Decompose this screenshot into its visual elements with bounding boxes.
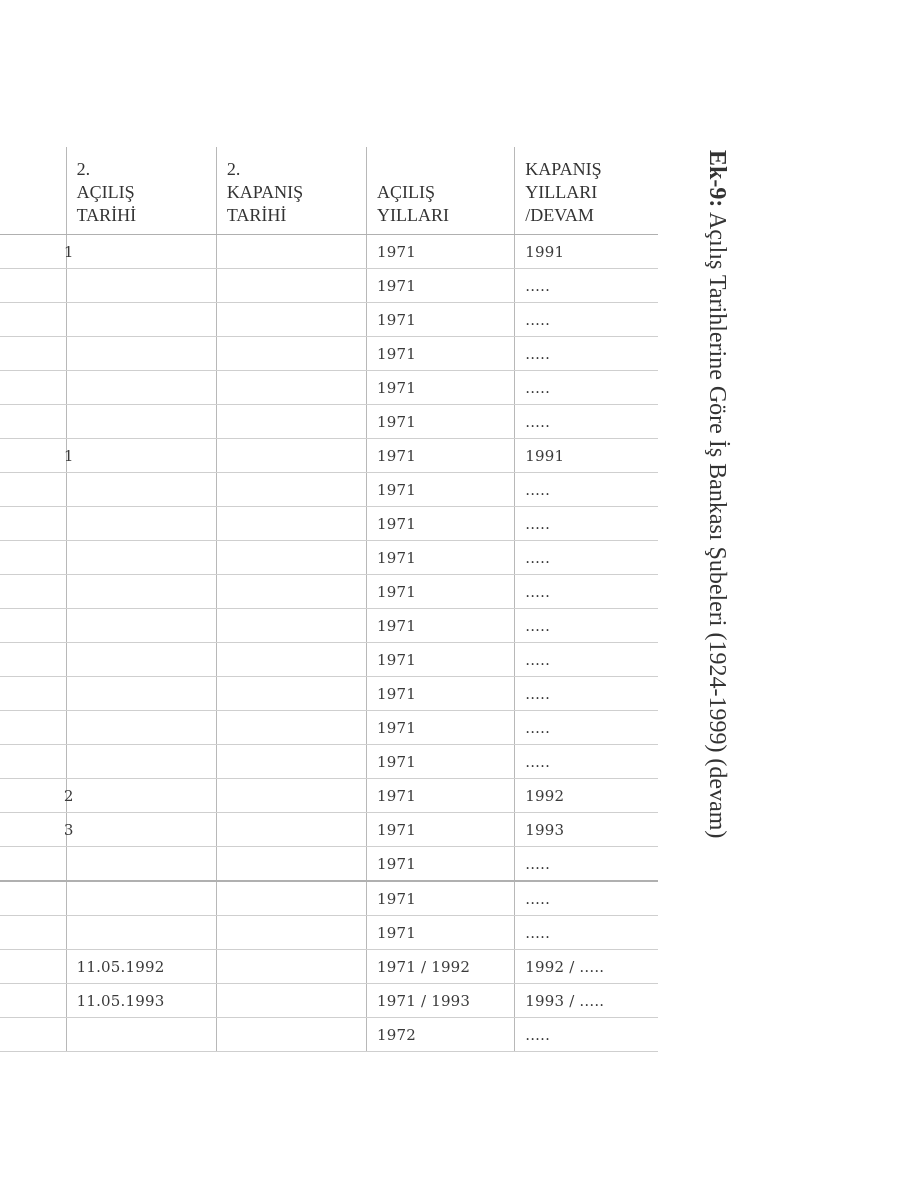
table-cell [63, 235, 216, 269]
table-cell [216, 847, 366, 882]
table-row [0, 950, 658, 984]
table-cell [63, 813, 216, 847]
cell-value: ..... [525, 684, 551, 703]
cell-value: 1971 [377, 786, 417, 805]
table-cell [216, 269, 366, 303]
cell-value: 1971 [377, 718, 417, 737]
table-cell [515, 779, 658, 813]
table-row [0, 609, 658, 643]
table-cell [66, 984, 216, 1018]
table-cell [66, 303, 216, 337]
table-cell [0, 405, 66, 439]
table-cell [515, 984, 658, 1018]
table-cell [367, 575, 515, 609]
table-cell [66, 337, 216, 371]
table-row [0, 813, 658, 847]
cell-value: ..... [525, 616, 551, 635]
table-row [0, 541, 658, 575]
column-header-line: 2. [76, 159, 91, 179]
table-cell [515, 269, 658, 303]
cell-value: ..... [525, 1025, 551, 1044]
table-cell [515, 881, 658, 916]
cell-value: 11.05.1993 [76, 991, 165, 1010]
table-row [0, 439, 658, 473]
cell-value: 1993 / ..... [525, 991, 605, 1010]
cell-value: ..... [525, 514, 551, 533]
table-cell [367, 269, 515, 303]
table-cell [66, 677, 216, 711]
table-cell [216, 575, 366, 609]
table-cell [515, 405, 658, 439]
table-cell [216, 507, 366, 541]
cell-value: ..... [525, 548, 551, 567]
cell-value: ..... [525, 718, 551, 737]
cell-value: ..... [525, 344, 551, 363]
table-cell [515, 337, 658, 371]
branch-table [0, 147, 658, 1052]
table-cell [66, 1018, 216, 1052]
cell-value: 1971 [377, 582, 417, 601]
table-cell [515, 677, 658, 711]
cell-value: ..... [525, 276, 551, 295]
table-cell [0, 677, 66, 711]
column-header-line: AÇILIŞ [377, 182, 436, 202]
cell-value: 1992 / ..... [525, 957, 605, 976]
table-cell [367, 916, 515, 950]
table-row [0, 745, 658, 779]
cell-value: 1 [63, 446, 74, 465]
table-cell [216, 1018, 366, 1052]
table-cell [66, 916, 216, 950]
table-header-row [0, 147, 658, 235]
table-cell [0, 813, 74, 847]
caption-text: Açılış Tarihlerine Göre İş Bankası Şubeleri (1924-1999) (devam) [704, 207, 730, 839]
table-cell [216, 303, 366, 337]
table-cell [515, 575, 658, 609]
table-row [0, 269, 658, 303]
table-cell [515, 507, 658, 541]
table-cell [216, 473, 366, 507]
table-row [0, 1018, 658, 1052]
table-cell [0, 337, 66, 371]
table-cell [367, 541, 515, 575]
cell-value: 1971 [377, 344, 417, 363]
table-cell [216, 881, 366, 916]
table-cell [66, 745, 216, 779]
table-cell [0, 473, 66, 507]
table-cell [515, 643, 658, 677]
table-row [0, 847, 658, 882]
cell-value: 3 [63, 820, 74, 839]
table-cell [66, 881, 216, 916]
table-cell [367, 643, 515, 677]
table-cell [367, 303, 515, 337]
table-cell [367, 813, 515, 847]
column-header-line: KAPANIŞ [226, 182, 304, 202]
cell-value: 1971 [377, 820, 417, 839]
table-cell [66, 473, 216, 507]
table-cell [367, 439, 515, 473]
caption-label: Ek-9: [704, 150, 730, 208]
column-header-line: YILLARI [525, 182, 598, 202]
table-cell [0, 745, 66, 779]
table-cell [515, 303, 658, 337]
table-cell [367, 847, 515, 882]
table-row [0, 507, 658, 541]
table-cell [0, 711, 66, 745]
table-cell [216, 916, 366, 950]
table-cell [367, 881, 515, 916]
column-header-2 [216, 147, 366, 235]
cell-value: 1971 [377, 242, 417, 261]
table-cell [0, 541, 66, 575]
table-cell [0, 984, 66, 1018]
table-cell [0, 439, 74, 473]
table-cell [66, 609, 216, 643]
cell-value: ..... [525, 310, 551, 329]
table-cell [66, 950, 216, 984]
cell-value: ..... [525, 923, 551, 942]
table-cell [216, 950, 366, 984]
column-header-line: /DEVAM [525, 205, 594, 225]
table-cell [216, 405, 366, 439]
table-cell [66, 847, 216, 882]
table-cell [515, 235, 658, 269]
table-cell [216, 984, 366, 1018]
table-cell [0, 847, 66, 882]
table-cell [515, 439, 658, 473]
cell-value: 1971 [377, 854, 417, 873]
table-cell [216, 609, 366, 643]
column-header-line: YILLARI [377, 205, 450, 225]
cell-value: 1991 [525, 242, 565, 261]
table-cell [63, 779, 216, 813]
table-row [0, 575, 658, 609]
column-header-line: AÇILIŞ [76, 182, 135, 202]
cell-value: 1971 [377, 310, 417, 329]
table-row [0, 984, 658, 1018]
cell-value: 1972 [377, 1025, 417, 1044]
table-cell [66, 371, 216, 405]
table-cell [0, 269, 66, 303]
table-row [0, 711, 658, 745]
cell-value: ..... [525, 752, 551, 771]
table-cell [216, 371, 366, 405]
table-cell [0, 507, 66, 541]
table-cell [367, 609, 515, 643]
table-cell [515, 813, 658, 847]
table-cell [367, 507, 515, 541]
cell-value: 1971 [377, 412, 417, 431]
cell-value: ..... [525, 889, 551, 908]
cell-value: ..... [525, 854, 551, 873]
cell-value: 1971 [377, 889, 417, 908]
cell-value: 1992 [525, 786, 565, 805]
table-cell [0, 881, 66, 916]
cell-value: 2 [63, 786, 74, 805]
table-cell [367, 711, 515, 745]
table-caption [697, 150, 737, 970]
column-header-1 [66, 147, 216, 235]
column-header-3 [367, 147, 515, 235]
cell-value: 1971 / 1993 [377, 991, 471, 1010]
column-header-line: 2. [226, 159, 241, 179]
table-cell [66, 711, 216, 745]
cell-value: 11.05.1992 [76, 957, 165, 976]
table-row [0, 405, 658, 439]
table-cell [216, 745, 366, 779]
cell-value: 1971 [377, 650, 417, 669]
table-row [0, 677, 658, 711]
table-row [0, 643, 658, 677]
table-cell [216, 235, 366, 269]
table-cell [367, 235, 515, 269]
table-cell [515, 950, 658, 984]
table-cell [0, 303, 66, 337]
cell-value: ..... [525, 412, 551, 431]
cell-value: 1971 [377, 480, 417, 499]
table-cell [515, 609, 658, 643]
table-cell [367, 405, 515, 439]
column-header-4 [515, 147, 658, 235]
table-cell [515, 847, 658, 882]
table-cell [66, 541, 216, 575]
cell-value: 1991 [525, 446, 565, 465]
table-cell [66, 405, 216, 439]
cell-value: ..... [525, 650, 551, 669]
table-cell [66, 575, 216, 609]
column-header-line: TARİHİ [226, 205, 287, 225]
cell-value: 1971 / 1992 [377, 957, 471, 976]
table-cell [0, 575, 66, 609]
table-cell [367, 745, 515, 779]
table-cell [216, 711, 366, 745]
table-cell [367, 950, 515, 984]
column-header-0 [0, 147, 66, 235]
cell-value: 1971 [377, 684, 417, 703]
cell-value: 1971 [377, 378, 417, 397]
table-row [0, 916, 658, 950]
cell-value: 1971 [377, 923, 417, 942]
table-body [0, 235, 658, 1052]
cell-value: 1971 [377, 616, 417, 635]
table-cell [0, 371, 66, 405]
table-cell [0, 609, 66, 643]
cell-value: 1971 [377, 446, 417, 465]
column-header-line: KAPANIŞ [525, 159, 602, 179]
table-cell [0, 779, 74, 813]
cell-value: 1 [63, 242, 74, 261]
cell-value: 1971 [377, 752, 417, 771]
table-cell [216, 813, 366, 847]
table-cell [515, 541, 658, 575]
table-cell [515, 916, 658, 950]
table-row [0, 235, 658, 269]
table-cell [0, 1018, 66, 1052]
cell-value: ..... [525, 480, 551, 499]
table-cell [216, 779, 366, 813]
table-cell [66, 269, 216, 303]
table-cell [367, 984, 515, 1018]
table-cell [515, 1018, 658, 1052]
table-cell [367, 473, 515, 507]
table-row [0, 881, 658, 916]
cell-value: 1971 [377, 548, 417, 567]
table-cell [216, 439, 366, 473]
cell-value: ..... [525, 582, 551, 601]
table-row [0, 337, 658, 371]
table-cell [0, 235, 74, 269]
column-header-line: TARİHİ [76, 205, 137, 225]
table-cell [367, 779, 515, 813]
cell-value: 1971 [377, 276, 417, 295]
table-row [0, 303, 658, 337]
table-cell [367, 1018, 515, 1052]
table-cell [216, 541, 366, 575]
table-cell [66, 507, 216, 541]
table-row [0, 779, 658, 813]
table-cell [66, 643, 216, 677]
table-cell [515, 371, 658, 405]
table-cell [0, 916, 66, 950]
table-cell [367, 371, 515, 405]
table-cell [216, 677, 366, 711]
cell-value: 1971 [377, 514, 417, 533]
table-cell [367, 677, 515, 711]
table-cell [0, 950, 66, 984]
table-cell [0, 643, 66, 677]
table-cell [216, 337, 366, 371]
table-cell [216, 643, 366, 677]
table-row [0, 473, 658, 507]
cell-value: 1993 [525, 820, 565, 839]
table-cell [63, 439, 216, 473]
cell-value: ..... [525, 378, 551, 397]
table-cell [515, 745, 658, 779]
table-cell [515, 711, 658, 745]
table-cell [515, 473, 658, 507]
table-row [0, 371, 658, 405]
table-cell [367, 337, 515, 371]
